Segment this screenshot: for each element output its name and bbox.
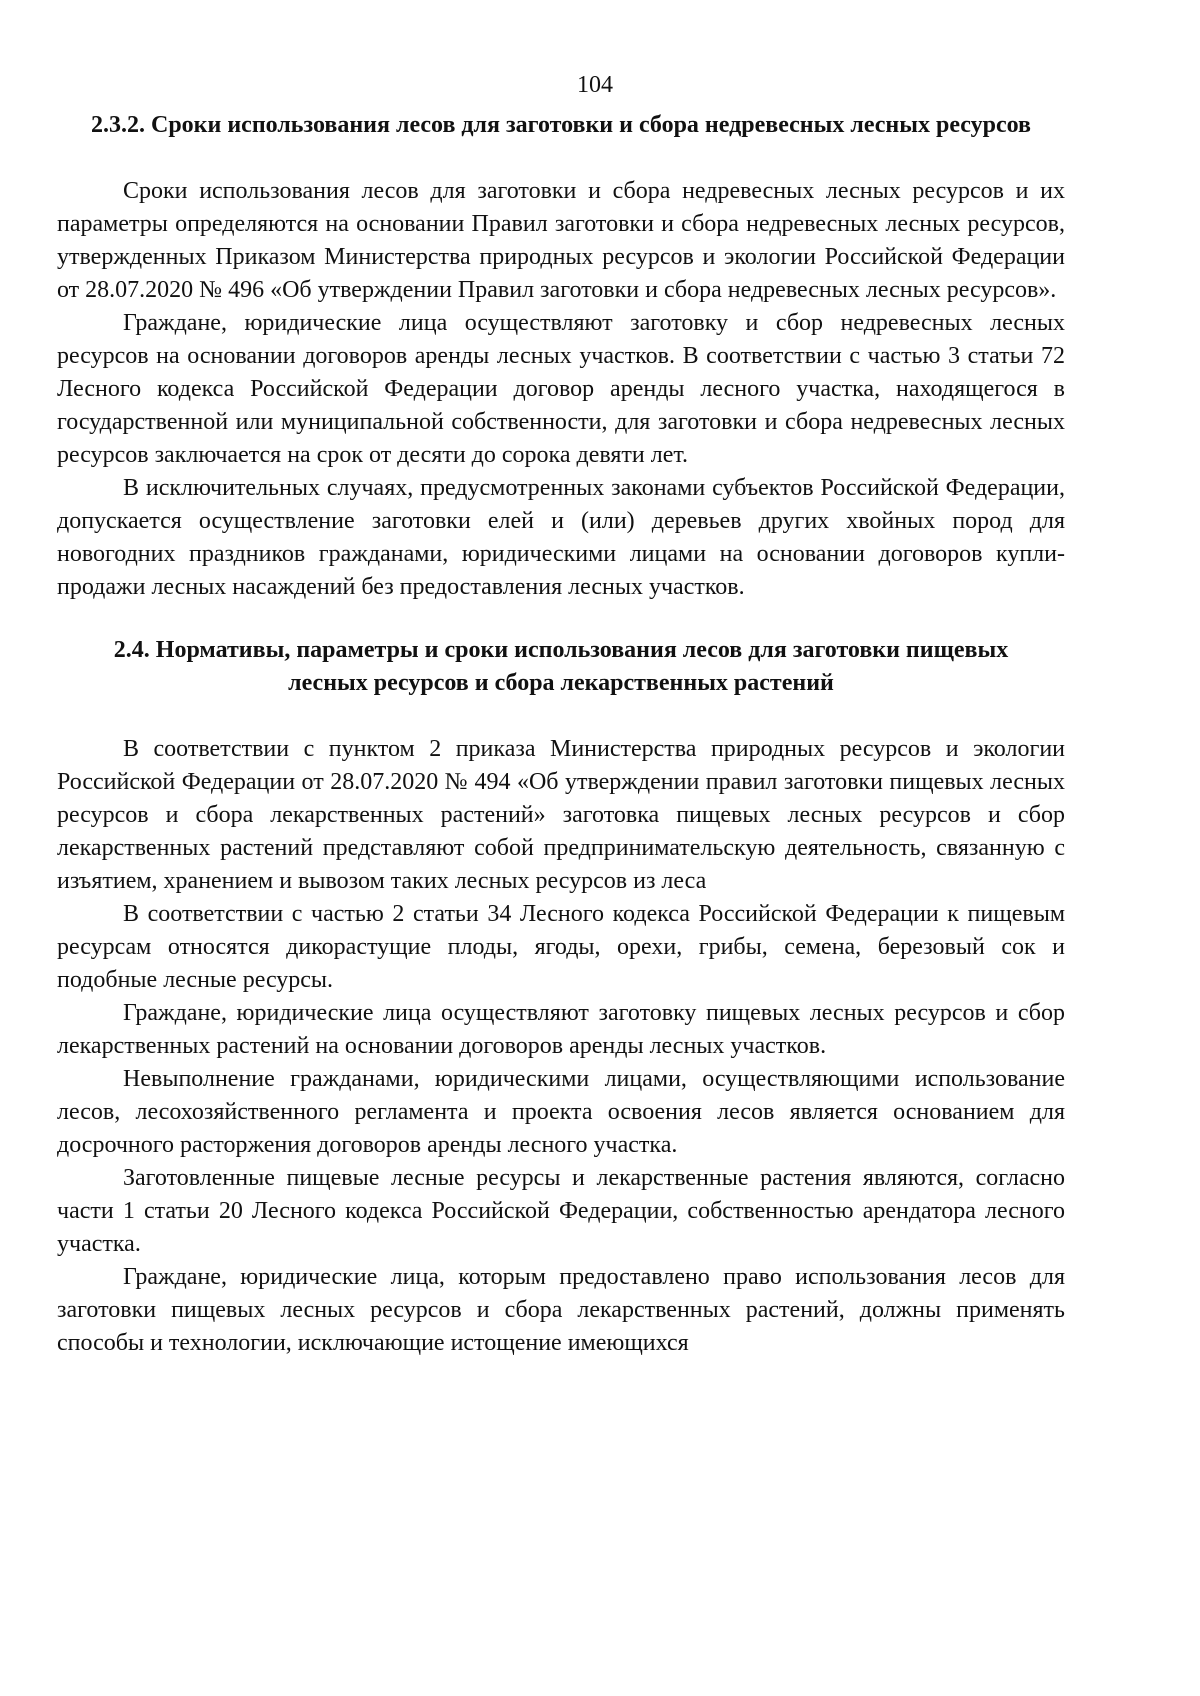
- paragraph: В соответствии с частью 2 статьи 34 Лесного кодекса Российской Федерации к пищевым ресурсам относятся дикорастущие плоды, ягоды, орехи, грибы, семена, березовый сок и подобные лесные ресурсы.: [57, 901, 1065, 993]
- paragraph: Заготовленные пищевые лесные ресурсы и лекарственные растения являются, согласно части 1 статьи 20 Лесного кодекса Российской Федерации, собственностью арендатора лесного участка.: [57, 1165, 1065, 1257]
- section-body: [57, 733, 1065, 1360]
- paragraph: В соответствии с пунктом 2 приказа Министерства природных ресурсов и экологии Российской Федерации от 28.07.2020 № 494 «Об утверждении правил заготовки пищевых лесных ресурсов и сбора лекарственных растений» заготовка пищевых лесных ресурсов и сбор лекарственных растений представляют собой предпринимательскую деятельность, связанную с изъятием, хранением и вывозом таких лесных ресурсов из леса: [57, 736, 1065, 894]
- section-2-3-2: [57, 109, 1065, 604]
- section-body: [57, 175, 1065, 604]
- section-heading: 2.3.2. Сроки использования лесов для заготовки и сбора недревесных лесных ресурсов: [91, 112, 1031, 138]
- section-heading: 2.4. Нормативы, параметры и сроки использования лесов для заготовки пищевых лесных ресурсов и сбора лекарственных растений: [113, 637, 1009, 696]
- section-2-4: [57, 634, 1065, 1360]
- paragraph: В исключительных случаях, предусмотренных законами субъектов Российской Федерации, допускается осуществление заготовки елей и (или) деревьев других хвойных пород для новогодних праздников гражданами, юридическими лицами на основании договоров купли-продажи лесных насаждений без предоставления лесных участков.: [57, 475, 1065, 600]
- paragraph: Граждане, юридические лица осуществляют заготовку пищевых лесных ресурсов и сбор лекарственных растений на основании договоров аренды лесных участков.: [57, 1000, 1065, 1059]
- paragraph: Граждане, юридические лица осуществляют заготовку и сбор недревесных лесных ресурсов на основании договоров аренды лесных участков. В соответствии с частью 3 статьи 72 Лесного кодекса Российской Федерации договор аренды лесного участка, находящегося в государственной или муниципальной собственности, для заготовки и сбора недревесных лесных ресурсов заключается на срок от десяти до сорока девяти лет.: [57, 310, 1065, 468]
- paragraph: Граждане, юридические лица, которым предоставлено право использования лесов для заготовки пищевых лесных ресурсов и сбора лекарственных растений, должны применять способы и технологии, исключающие истощение имеющихся: [57, 1264, 1065, 1356]
- paragraph: Сроки использования лесов для заготовки и сбора недревесных лесных ресурсов и их параметры определяются на основании Правил заготовки и сбора недревесных лесных ресурсов, утвержденных Приказом Министерства природных ресурсов и экологии Российской Федерации от 28.07.2020 № 496 «Об утверждении Правил заготовки и сбора недревесных лесных ресурсов».: [57, 178, 1065, 303]
- page-number: 104: [577, 72, 613, 98]
- paragraph: Невыполнение гражданами, юридическими лицами, осуществляющими использование лесов, лесохозяйственного регламента и проекта освоения лесов является основанием для досрочного расторжения договоров аренды лесного участка.: [57, 1066, 1065, 1158]
